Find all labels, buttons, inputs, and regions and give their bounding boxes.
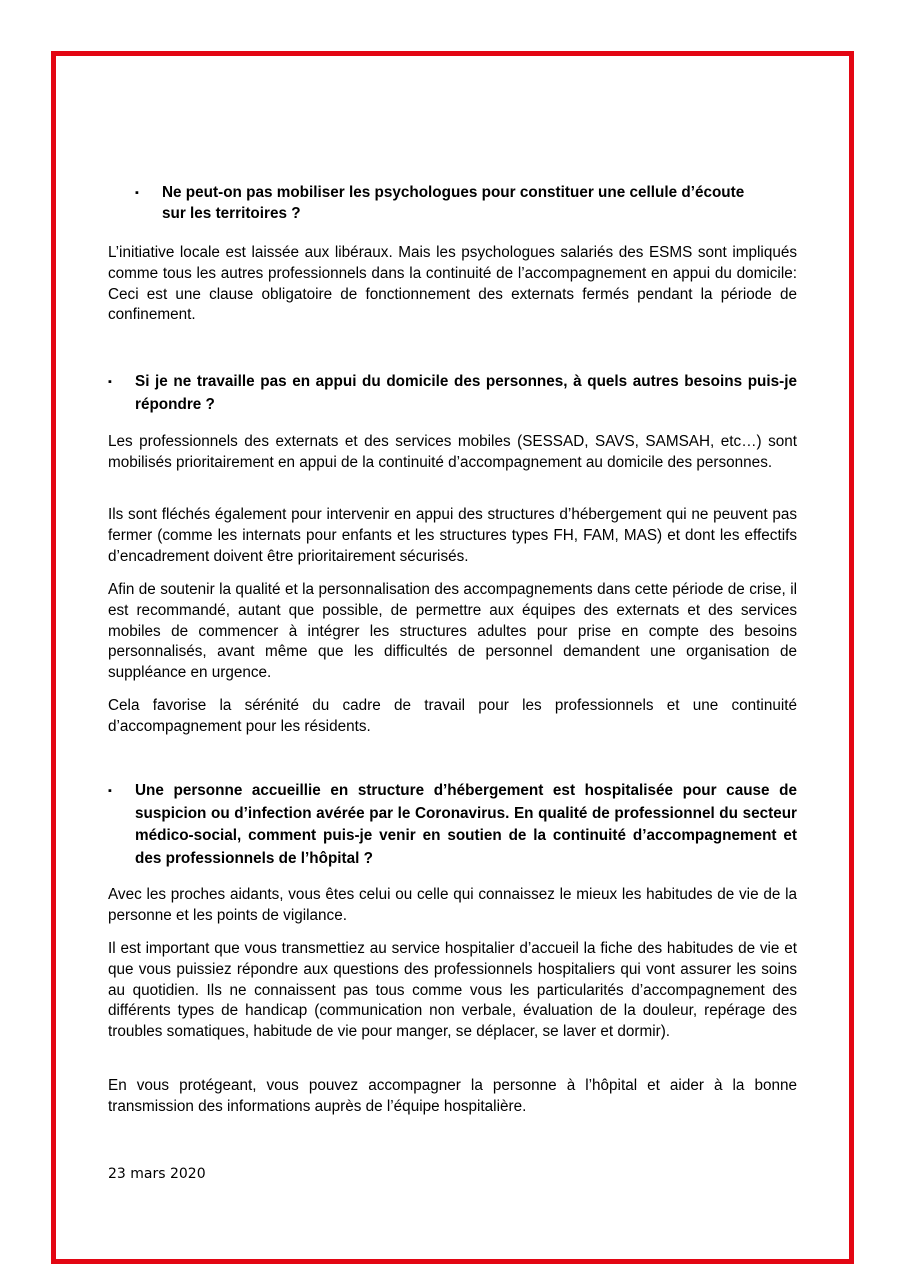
question-2: Si je ne travaille pas en appui du domicile des personnes, à quels autres besoins puis-je répondre ? bbox=[135, 373, 797, 413]
answer-3-paragraph-2: Il est important que vous transmettiez au service hospitalier d’accueil la fiche des habitudes de vie et que vous puissiez répondre aux questions des professionnels hospitaliers qui vont assurer les soins au quotidien. Ils ne connaissent pas tous comme vous les particularités d’accompagnement des différents types de handicap (communication non verbale, évaluation de la douleur, repérage des troubles somatiques, habitude de vie pour manger, se déplacer, se laver et dormir). bbox=[108, 940, 797, 1041]
document-date: 23 mars 2020 bbox=[108, 1166, 206, 1182]
bullet-icon: ▪ bbox=[108, 376, 112, 388]
answer-1-paragraph-1: L’initiative locale est laissée aux libéraux. Mais les psychologues salariés des ESMS sont impliqués comme tous les autres professionnels dans la continuité de l’accompagnement en appui du domicile: Ceci est une clause obligatoire de fonctionnement des externats fermés pendant la période de confinement. bbox=[108, 244, 797, 324]
bullet-icon: ▪ bbox=[108, 785, 112, 797]
answer-2-paragraph-3: Afin de soutenir la qualité et la personnalisation des accompagnements dans cette période de crise, il est recommandé, autant que possible, de permettre aux équipes des externats et des services mobiles de commencer à intégrer les structures adultes pour prise en compte des besoins personnalisés, avant même que les difficultés de personnel demandent une organisation de suppléance en urgence. bbox=[108, 581, 797, 682]
question-3: Une personne accueillie en structure d’hébergement est hospitalisée pour cause de suspicion ou d’infection avérée par le Coronavirus. En qualité de professionnel du secteur médico-social, comment puis-je venir en soutien de la continuité d’accompagnement et des professionnels de l’hôpital ? bbox=[135, 782, 797, 867]
question-1: Ne peut-on pas mobiliser les psychologues pour constituer une cellule d’écoute sur les territoires ? bbox=[162, 184, 745, 222]
bullet-icon: ▪ bbox=[135, 187, 139, 199]
answer-3-paragraph-1: Avec les proches aidants, vous êtes celui ou celle qui connaissez le mieux les habitudes de vie de la personne et les points de vigilance. bbox=[108, 886, 797, 924]
answer-2-paragraph-1: Les professionnels des externats et des services mobiles (SESSAD, SAVS, SAMSAH, etc…) sont mobilisés prioritairement en appui de la continuité d’accompagnement au domicile des personnes. bbox=[108, 433, 797, 471]
answer-3-paragraph-3: En vous protégeant, vous pouvez accompagner la personne à l’hôpital et aider à la bonne transmission des informations auprès de l’équipe hospitalière. bbox=[108, 1077, 797, 1115]
answer-2-paragraph-2: Ils sont fléchés également pour intervenir en appui des structures d’hébergement qui ne peuvent pas fermer (comme les internats pour enfants et les structures types FH, FAM, MAS) et dont les effectifs d’encadrement doivent être prioritairement sécurisés. bbox=[108, 506, 797, 565]
answer-2-paragraph-4: Cela favorise la sérénité du cadre de travail pour les professionnels et une continuité d’accompagnement pour les résidents. bbox=[108, 697, 797, 735]
